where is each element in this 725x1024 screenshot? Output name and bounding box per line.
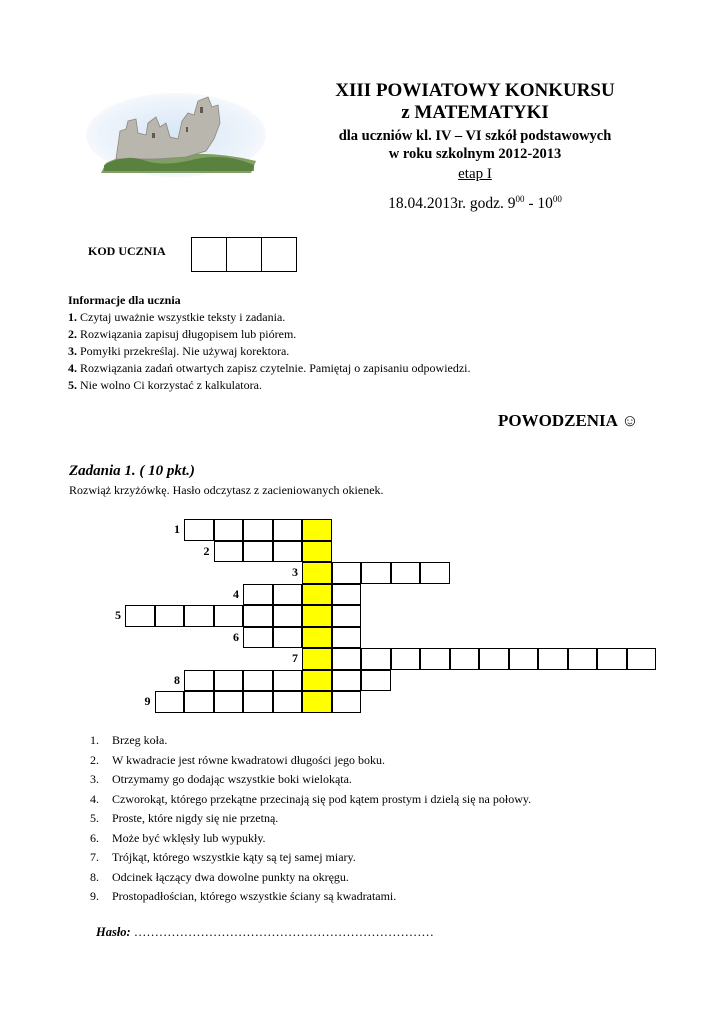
clue-item: 6. Może być wklęsły lub wypukły. xyxy=(90,830,266,845)
crossword-cell[interactable] xyxy=(391,562,421,584)
crossword-cell[interactable] xyxy=(273,584,303,606)
crossword-cell[interactable] xyxy=(214,605,244,627)
contest-audience: dla uczniów kl. IV – VI szkół podstawowych xyxy=(338,128,612,144)
clue-item: 7. Trójkąt, którego wszystkie kąty są tej samej miary. xyxy=(90,850,356,864)
crossword-cell[interactable] xyxy=(627,648,657,670)
clue-item: 5. Proste, które nigdy się nie przetną. xyxy=(90,811,279,825)
crossword-cell[interactable] xyxy=(184,670,214,692)
clue-item: 8. Odcinek łączący dwa dowolne punkty na okręgu. xyxy=(90,869,349,884)
crossword-password-cell[interactable] xyxy=(302,541,332,563)
crossword-cell[interactable] xyxy=(361,670,391,692)
crossword-cell[interactable] xyxy=(332,584,362,606)
crossword-cell[interactable] xyxy=(538,648,568,670)
crossword-cell[interactable] xyxy=(332,691,362,713)
information-item: 3. Pomyłki przekreślaj. Nie używaj korektora. xyxy=(68,344,290,358)
contest-date: 18.04.2013r. godz. $9^{00} - 10^{00}$ xyxy=(388,194,562,212)
crossword-cell[interactable] xyxy=(243,691,273,713)
crossword-row-number: 3 xyxy=(292,565,298,579)
information-item: 5. Nie wolno Ci korzystać z kalkulatora. xyxy=(68,378,262,392)
crossword-cell[interactable] xyxy=(450,648,480,670)
clue-item: 4. Czworokąt, którego przekątne przecinają się pod kątem prostym i dzielą się na połowy. xyxy=(90,791,532,806)
crossword-cell[interactable] xyxy=(420,562,450,584)
clue-item: 9. Prostopadłościan, którego wszystkie ściany są kwadratami. xyxy=(90,889,397,903)
crossword-cell[interactable] xyxy=(597,648,627,670)
crossword-cell[interactable] xyxy=(420,648,450,670)
crossword-cell[interactable] xyxy=(568,648,598,670)
student-code-label: KOD UCZNIA xyxy=(88,244,166,258)
clue-item: 1. Brzeg koła. xyxy=(90,733,168,747)
student-code-box[interactable] xyxy=(191,237,227,272)
contest-subject: z MATEMATYKI xyxy=(401,102,549,123)
contest-stage: etap I xyxy=(458,166,492,182)
student-code-boxes xyxy=(192,237,297,272)
crossword-cell[interactable] xyxy=(184,691,214,713)
crossword-row-number: 9 xyxy=(144,694,151,708)
crossword-cell[interactable] xyxy=(214,691,244,713)
crossword-cell[interactable] xyxy=(214,541,244,563)
task-instruction: Rozwiąż krzyżówkę. Hasło odczytasz z zacieniowanych okienek. xyxy=(69,483,384,497)
crossword-cell[interactable] xyxy=(243,627,273,649)
information-item: 1. Czytaj uważnie wszystkie teksty i zadania. xyxy=(68,310,286,324)
crossword-cell[interactable] xyxy=(273,605,303,627)
task-title: Zadania 1. ( 10 pkt.) xyxy=(69,463,195,479)
school-year: w roku szkolnym 2012-2013 xyxy=(388,146,562,162)
good-luck-message: POWODZENIA ☺ xyxy=(498,411,639,430)
crossword-cell[interactable] xyxy=(273,627,303,649)
clue-item: 3. Otrzymamy go dodając wszystkie boki wielokąta. xyxy=(90,772,352,786)
password-label: Hasło: xyxy=(96,925,131,939)
crossword-cell[interactable] xyxy=(332,627,362,649)
crossword-password-cell[interactable] xyxy=(302,584,332,606)
crossword-cell[interactable] xyxy=(361,562,391,584)
crossword-cell[interactable] xyxy=(125,605,155,627)
student-information xyxy=(68,292,471,394)
crossword-row-number: 1 xyxy=(174,522,180,536)
castle-ruins-image xyxy=(86,93,266,177)
crossword-cell[interactable] xyxy=(184,605,214,627)
information-item: 2. Rozwiązania zapisuj długopisem lub piórem. xyxy=(68,327,297,341)
crossword-cell[interactable] xyxy=(509,648,539,670)
crossword-cell[interactable] xyxy=(273,670,303,692)
crossword-row-number: 7 xyxy=(292,651,298,665)
crossword-row-number: 8 xyxy=(174,672,180,687)
student-code-box[interactable] xyxy=(261,237,297,272)
crossword-cell[interactable] xyxy=(332,648,362,670)
crossword-cell[interactable] xyxy=(214,670,244,692)
crossword-cell[interactable] xyxy=(273,541,303,563)
clue-item: 2. W kwadracie jest równe kwadratowi długości jego boku. xyxy=(90,752,386,767)
crossword-row-number: 6 xyxy=(233,629,239,644)
crossword-cell[interactable] xyxy=(243,584,273,606)
crossword-cell[interactable] xyxy=(391,648,421,670)
crossword-cell[interactable] xyxy=(332,670,362,692)
crossword-cell[interactable] xyxy=(243,670,273,692)
crossword-cell[interactable] xyxy=(243,541,273,563)
crossword-cell[interactable] xyxy=(214,519,244,541)
crossword-cell[interactable] xyxy=(361,648,391,670)
crossword-cell[interactable] xyxy=(332,605,362,627)
student-code-box[interactable] xyxy=(226,237,262,272)
crossword-cell[interactable] xyxy=(155,691,185,713)
crossword-password-cell[interactable] xyxy=(302,627,332,649)
crossword-cell[interactable] xyxy=(243,519,273,541)
crossword-password-cell[interactable] xyxy=(302,519,332,541)
information-heading: Informacje dla ucznia xyxy=(68,293,181,307)
password-answer-blank[interactable]: ……………………………………………………………… xyxy=(130,925,434,939)
crossword-password-cell[interactable] xyxy=(302,605,332,627)
crossword-row-number: 5 xyxy=(115,608,121,622)
crossword-cell[interactable] xyxy=(332,562,362,584)
crossword-cell[interactable] xyxy=(243,605,273,627)
clue-list xyxy=(90,731,531,907)
crossword-cell[interactable] xyxy=(273,691,303,713)
crossword-row-number: 2 xyxy=(203,543,210,558)
crossword-password-cell[interactable] xyxy=(302,670,332,692)
information-item: 4. Rozwiązania zadań otwartych zapisz czytelnie. Pamiętaj o zapisaniu odpowiedzi. xyxy=(68,361,471,375)
crossword-row-number: 4 xyxy=(233,586,239,601)
crossword-cell[interactable] xyxy=(155,605,185,627)
password-line xyxy=(96,925,434,940)
crossword-cell[interactable] xyxy=(184,519,214,541)
crossword-password-cell[interactable] xyxy=(302,691,332,713)
crossword-password-cell[interactable] xyxy=(302,562,332,584)
crossword-cell[interactable] xyxy=(273,519,303,541)
contest-title: XIII POWIATOWY KONKURSU xyxy=(335,80,615,101)
crossword-password-cell[interactable] xyxy=(302,648,332,670)
crossword-cell[interactable] xyxy=(479,648,509,670)
